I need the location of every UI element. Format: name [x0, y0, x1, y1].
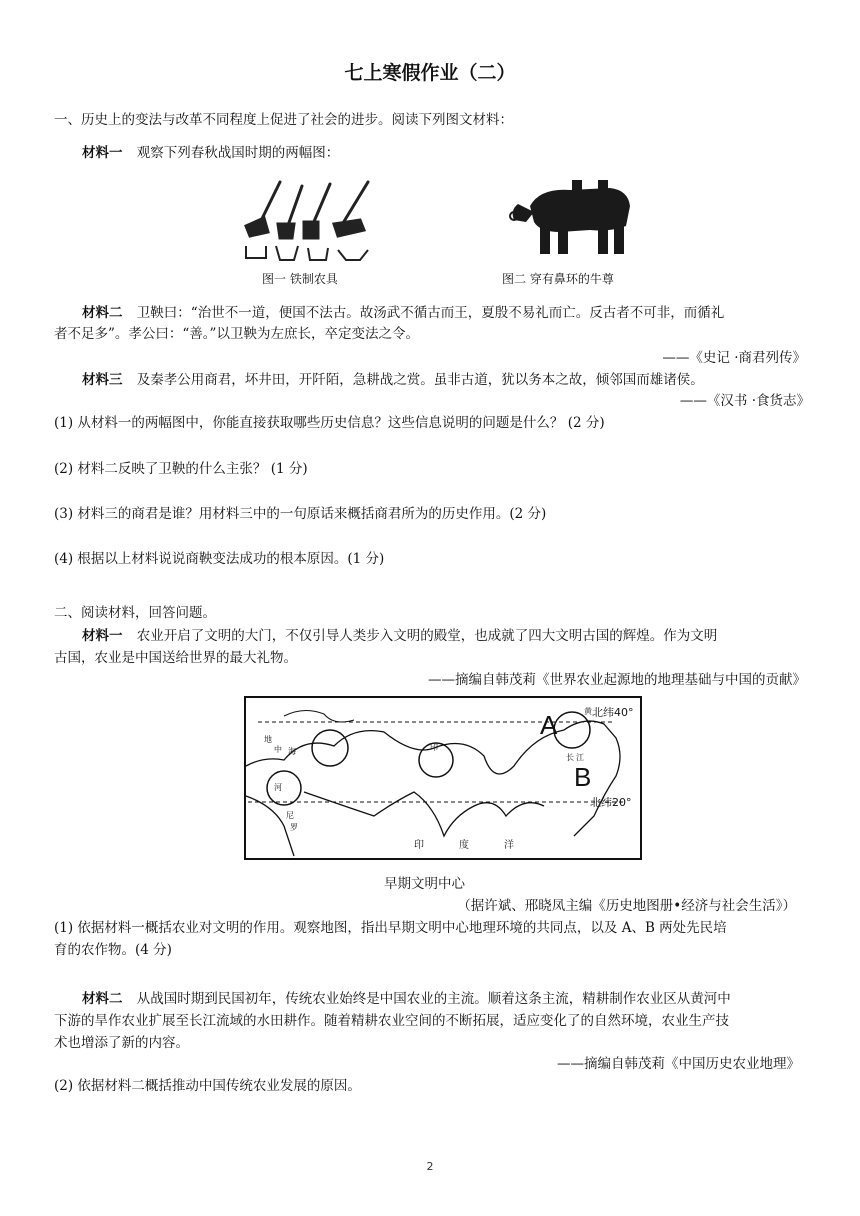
material-source: ——摘编自韩茂莉《世界农业起源地的地理基础与中国的贡献》	[428, 672, 806, 688]
section2-intro: 二、阅读材料，回答问题。	[54, 605, 216, 621]
material-text: 及秦孝公用商君，坏井田，开阡陌，急耕战之赏。虽非古道，犹以务本之故，倾邻国而雄诸侯。	[136, 372, 704, 388]
map-small-label: 海	[288, 747, 296, 756]
section1-material2-cont: 者不足多”。孝公曰：“善。”以卫鞅为左庶长，卒定变法之令。	[54, 326, 419, 342]
material-source: ——《史记 ·商君列传》	[662, 350, 806, 366]
material-text: 卫鞅曰：“治世不一道，便国不法古。故汤武不循古而王，夏殷不易礼而亡。反古者不可非，而循礼	[136, 305, 725, 321]
material-label: 材料一	[82, 145, 123, 161]
map-label-b: B	[574, 762, 592, 792]
material-source: ——《汉书 ·食货志》	[679, 393, 810, 409]
section1-intro: 一、历史上的变法与改革不同程度上促进了社会的进步。阅读下列图文材料：	[54, 112, 513, 128]
map-small-label: 河	[274, 783, 282, 792]
section1-material2	[82, 303, 724, 323]
section2-material2-cont: 下游的旱作农业扩展至长江流域的水田耕作。随着精耕农业空间的不断拓展，适应变化了的自然环境，农业生产技	[54, 1013, 729, 1029]
map-small-label: 地	[264, 735, 272, 744]
map-ocean-char: 洋	[504, 840, 514, 851]
map-lat40: 北纬40°	[592, 706, 634, 719]
map-source: （据许斌、邢晓凤主编《历史地图册•经济与社会生活》）	[457, 898, 796, 914]
map-small-label: 尼	[286, 811, 294, 820]
section2-material2-cont2: 术也增添了新的内容。	[54, 1035, 189, 1051]
early-civilization-map	[244, 696, 642, 860]
figure2-caption: 图二 穿有鼻环的牛尊	[502, 272, 614, 286]
section2-material1	[82, 626, 717, 646]
question-2-2: (2) 依据材料二概括推动中国传统农业发展的原因。	[54, 1078, 361, 1094]
map-caption: 早期文明中心	[384, 876, 465, 892]
map-small-label: 印	[430, 743, 438, 752]
section2-material1-cont: 古国，农业是中国送给世界的最大礼物。	[54, 650, 297, 666]
material-source: ——摘编自韩茂莉《中国历史农业地理》	[557, 1056, 800, 1072]
material-label: 材料二	[82, 991, 123, 1007]
map-label-a: A	[540, 710, 558, 740]
iron-tools-figure	[236, 176, 386, 266]
section1-material3	[82, 370, 704, 390]
section2-material2	[82, 989, 731, 1009]
figure1-caption: 图一 铁制农具	[262, 272, 338, 286]
question-2-1-cont: 育的农作物。(4 分)	[54, 942, 172, 958]
question-1-3: (3) 材料三的商君是谁？用材料三中的一句原话来概括商君所为的历史作用。(2 分)	[54, 506, 547, 522]
ox-zun-figure	[500, 176, 640, 266]
material-text: 农业开启了文明的大门，不仅引导人类步入文明的殿堂，也成就了四大文明古国的辉煌。作为文明	[136, 628, 718, 644]
question-2-1: (1) 依据材料一概括农业对文明的作用。观察地图，指出早期文明中心地理环境的共同点，以及 A、B 两处先民培	[54, 920, 727, 936]
map-small-label: 黄	[584, 707, 592, 716]
section1-material1	[82, 143, 339, 163]
question-1-2: (2) 材料二反映了卫鞅的什么主张？ (1 分)	[54, 461, 308, 477]
question-1-1: (1) 从材料一的两幅图中，你能直接获取哪些历史信息？这些信息说明的问题是什么？ (2 分)	[54, 415, 605, 431]
map-small-label: 中	[274, 745, 282, 754]
map-ocean-char: 印	[414, 840, 424, 851]
map-lat20: 北纬20°	[590, 796, 632, 809]
map-ocean-char: 度	[459, 840, 469, 851]
material-label: 材料一	[82, 628, 123, 644]
question-1-4: (4) 根据以上材料说说商鞅变法成功的根本原因。(1 分)	[54, 551, 385, 567]
map-small-label: 江	[576, 753, 584, 762]
page-title: 七上寒假作业（二）	[344, 62, 516, 84]
material-label: 材料二	[82, 305, 123, 321]
page-number: 2	[426, 1160, 434, 1173]
material-text: 观察下列春秋战国时期的两幅图：	[136, 145, 340, 161]
material-label: 材料三	[82, 372, 123, 388]
map-small-label: 罗	[290, 823, 298, 832]
map-small-label: 长	[566, 753, 574, 762]
material-text: 从战国时期到民国初年，传统农业始终是中国农业的主流。顺着这条主流，精耕制作农业区从黄河中	[136, 991, 731, 1007]
